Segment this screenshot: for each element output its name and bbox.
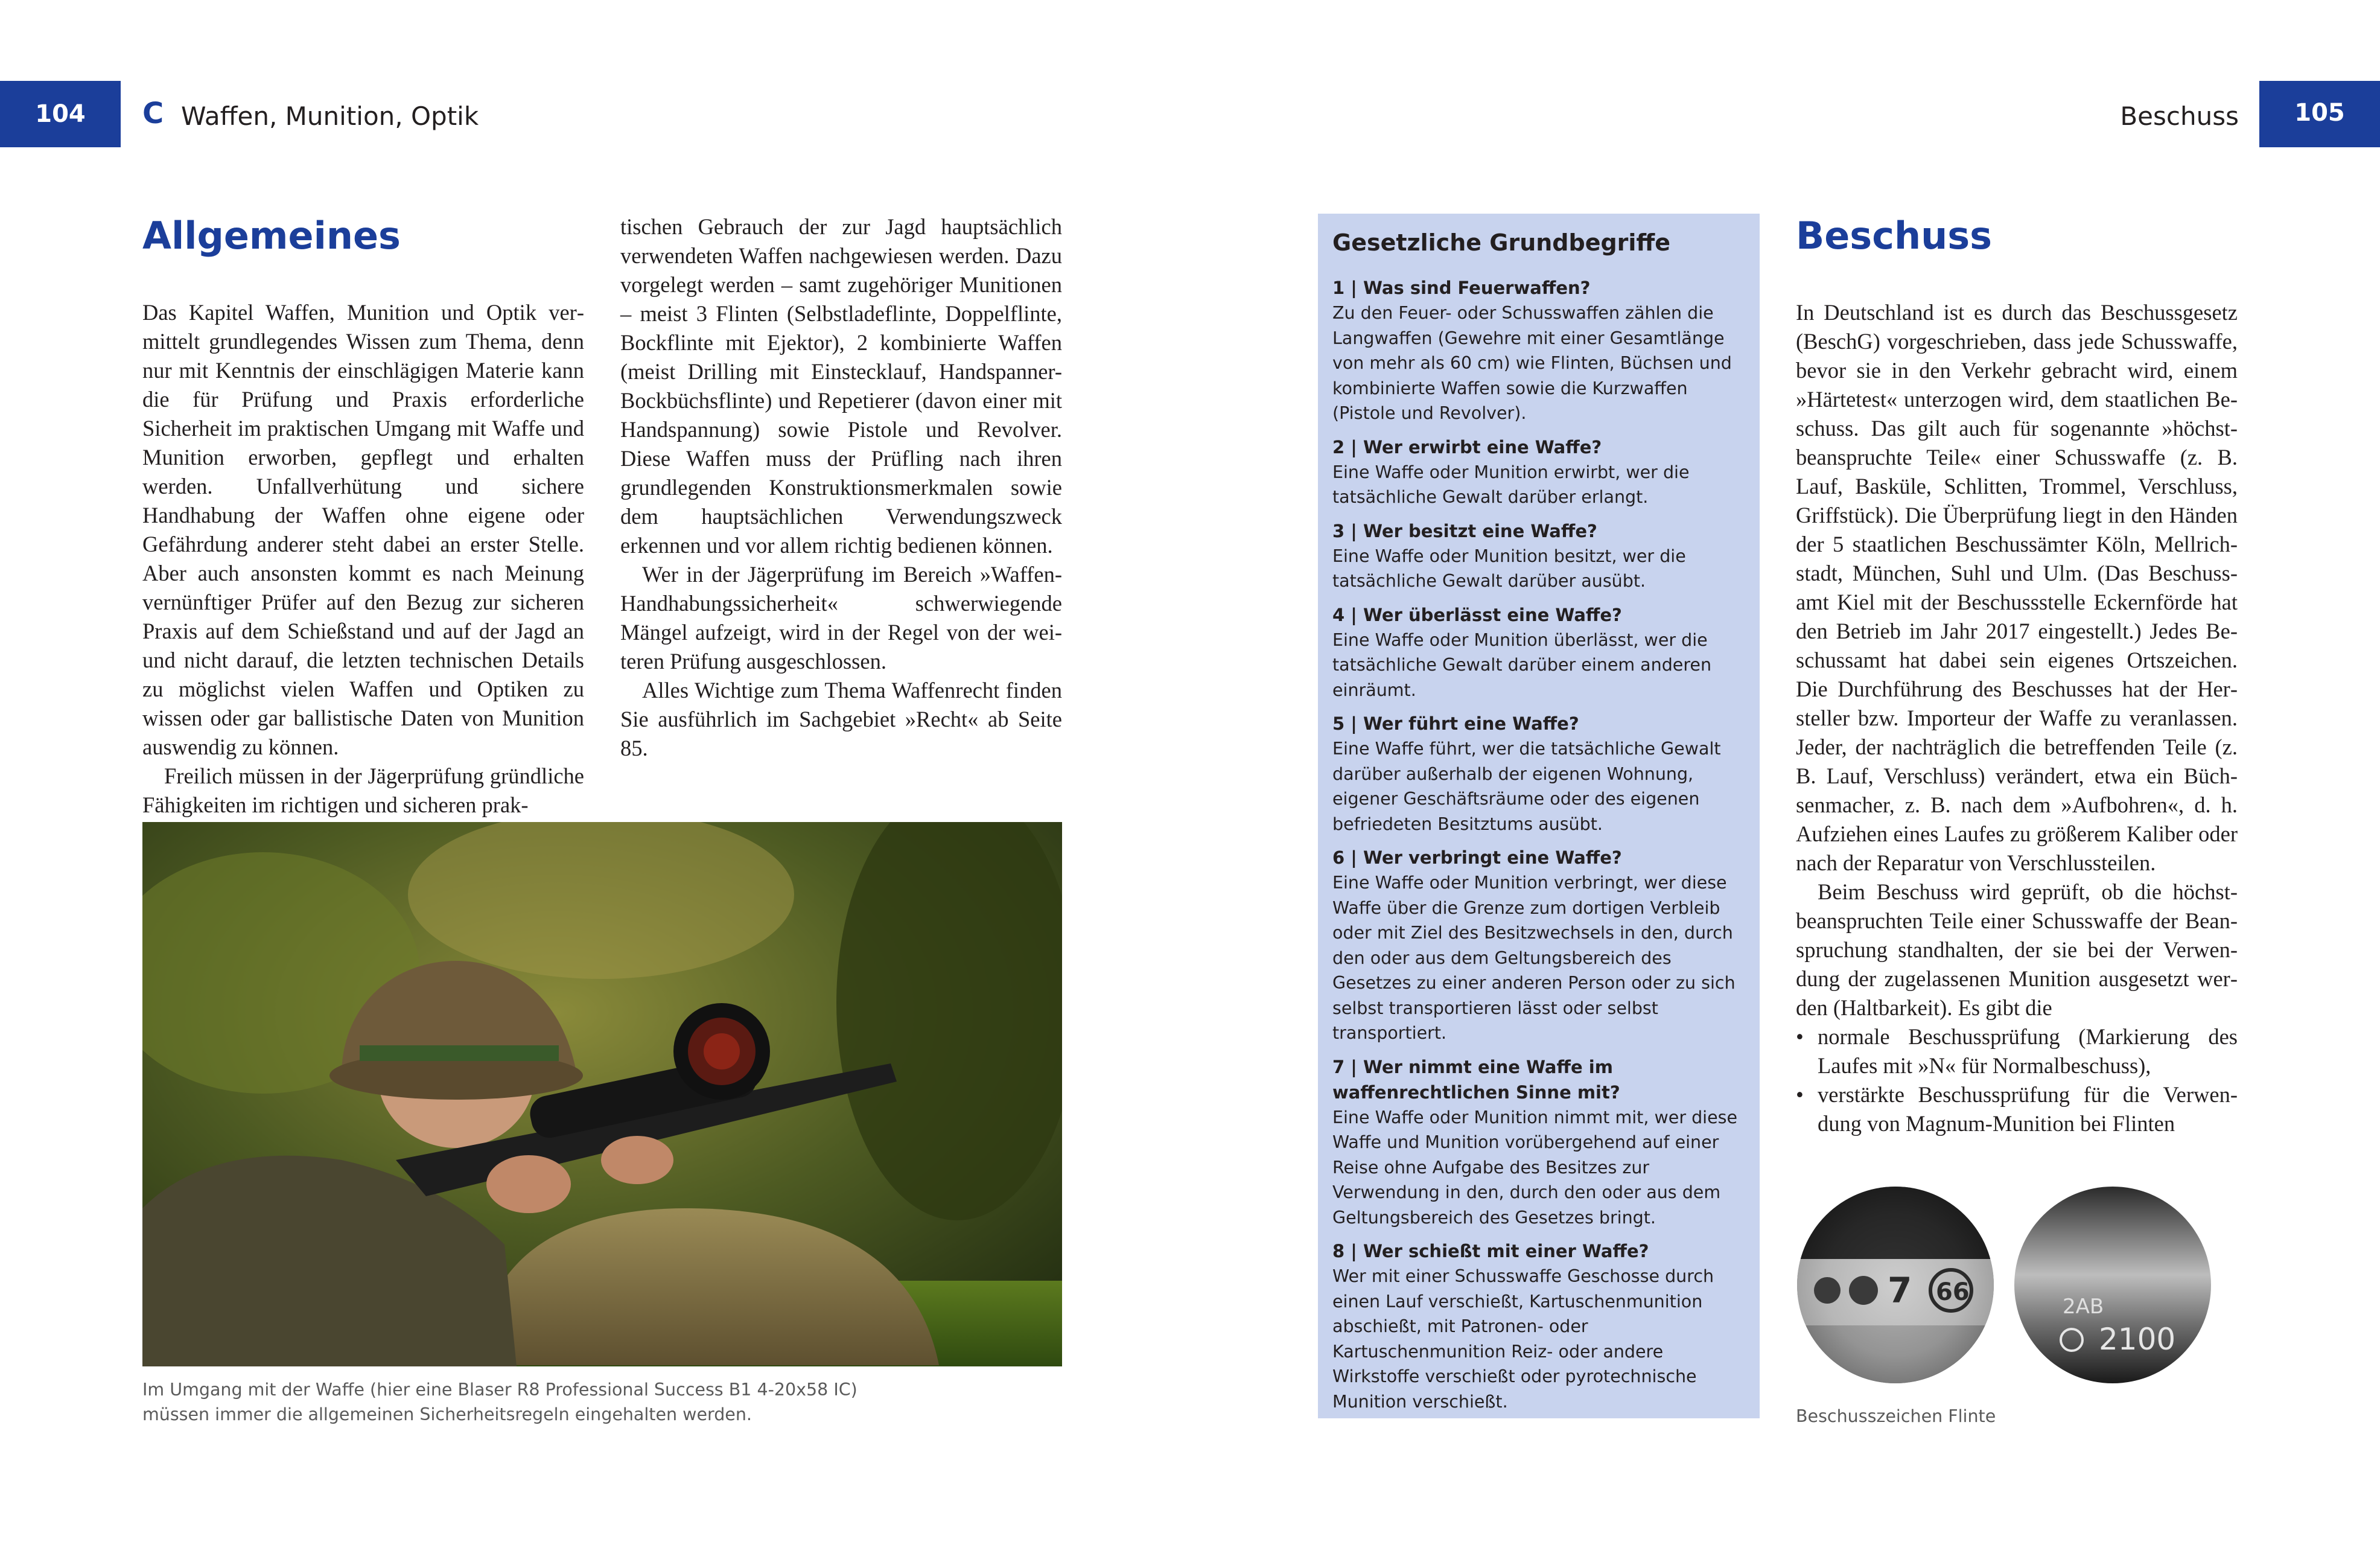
bullet-item: • normale Beschussprüfung (Markierung des Laufes mit »N« für Normalbeschuss), — [1796, 1022, 2238, 1080]
qa-item — [1332, 275, 1749, 426]
qa-item — [1332, 1054, 1749, 1231]
right-column-text — [1796, 298, 2238, 1138]
paragraph: Das Kapitel Waffen, Munition und Optik vermittelt grundlegendes Wissen zum Thema, denn nur mit Kenntnis der einschlägigen Materie kann die für Prüfung und Praxis erforderliche Sicherheit im praktischen Umgang mit Waffe und Munition erworben, gepflegt und erhalten werden. Unfallverhütung und sichere Handhabung der Waffen ohne eigene oder Gefährdung anderer steht dabei an erster Stelle. Aber auch ansonsten kommt es nach Meinung vernünftiger Prüfer auf den Bezug zur sicheren Praxis auf dem Schießstand und auf der Jagd an und nicht darauf, die letzten technischen Details zu möglichst vielen Waffen und Optiken zu wissen oder gar ballistische Daten von Munition auswendig zu können. — [142, 300, 584, 759]
proof-mark-number: 7 — [1888, 1270, 1912, 1311]
running-head-right: Beschuss — [2120, 101, 2239, 131]
section-heading-allgemeines: Allgemeines — [142, 214, 401, 258]
question: 6 | Wer verbringt eine Waffe? — [1332, 847, 1622, 868]
left-column-2 — [620, 212, 1062, 763]
bullet-item: • verstärkte Beschussprüfung für die Verwendung von Magnum-Munition bei Flinten — [1796, 1080, 2238, 1138]
page-number-left: 104 — [35, 100, 86, 128]
answer: Eine Waffe oder Munition überlässt, wer die tatsächliche Gewalt darüber einem anderen einräumt. — [1332, 629, 1712, 700]
answer: Eine Waffe oder Munition nimmt mit, wer diese Waffe und Munition vorübergehend auf einer Reise ohne Aufgabe des Besitzes zur Verwendung in den, durch den oder aus dem Geltungsbereich des Gesetzes bringt. — [1332, 1107, 1738, 1228]
qa-item — [1332, 518, 1749, 594]
bullet-list — [1796, 1022, 2238, 1138]
paragraph: tischen Gebrauch der zur Jagd hauptsächlich verwendeten Waffen nachgewiesen werden. Dazu vorgelegt werden – samt zugehöriger Munitionen – meist 3 Flinten (Selbstladeflinte, Doppelflinte, Bockflinte mit Ejektor), 2 kombinierte Waffen (meist Drilling mit Einstecklauf, Handspanner-Bockbüchsflinte) und Repetierer (davon einer mit Handspannung) sowie Pistole und Revolver. Diese Waffen muss der Prüfling nach ihren grundlegenden Konstruktionsmerkmalen sowie dem hauptsächlichen Verwendungszweck erkennen und vor allem richtig bedienen können. — [620, 214, 1062, 558]
paragraph: Alles Wichtige zum Thema Waffenrecht finden Sie ausführlich im Sachgebiet »Recht« ab Seite 85. — [620, 678, 1062, 760]
qa-item — [1332, 435, 1749, 510]
answer: Eine Waffe oder Munition besitzt, wer die tatsächliche Gewalt darüber ausübt. — [1332, 546, 1686, 591]
answer: Eine Waffe führt, wer die tatsächliche Gewalt darüber außerhalb der eigenen Wohnung, eigener Geschäftsräume oder des eigenen befriedeten Besitztums ausübt. — [1332, 739, 1721, 834]
proof-mark-code: 2AB — [2063, 1295, 2104, 1319]
proof-mark-photo-left — [1797, 1187, 1994, 1383]
caption-line: müssen immer die allgemeinen Sicherheitsregeln eingehalten werden. — [142, 1404, 752, 1424]
chapter-letter: C — [142, 97, 164, 130]
qa-item — [1332, 1238, 1749, 1414]
answer: Wer mit einer Schusswaffe Geschosse durch einen Lauf verschießt, Kartuschenmunition abschießt, mit Patronen- oder Kartuschenmunition Reiz- oder andere Wirkstoffe verschießt oder pyrotechnische Munition verschießt. — [1332, 1266, 1714, 1412]
answer: Eine Waffe oder Munition verbringt, wer diese Waffe über die Grenze zum dortigen Verbleib oder mit Ziel des Besitzwechsels in den, durch den oder aus dem Geltungsbereich des Gesetzes zu einer anderen Person oder zu sich selbst transportieren lässt oder selbst transportiert. — [1332, 873, 1736, 1043]
hunter-rifle-photo — [142, 822, 1062, 1366]
answer: Zu den Feuer- oder Schusswaffen zählen die Langwaffen (Gewehre mit einer Gesamtlänge von mehr als 60 cm) wie Flinten, Büchsen und kombinierte Waffen sowie die Kurzwaffen (Pistole und Revolver). — [1332, 303, 1732, 423]
info-box-body — [1332, 275, 1749, 1423]
caption-line: Im Umgang mit der Waffe (hier eine Blaser R8 Professional Success B1 4-20x58 IC) — [142, 1380, 858, 1400]
paragraph: In Deutschland ist es durch das Beschussgesetz (BeschG) vorgeschrieben, dass jede Schusswaffe, bevor sie in den Verkehr gebracht wird, einem »Härtetest« unterzogen wird, dem staatlichen Beschuss. Das gilt auch für sogenannte »höchstbeanspruchte Teile« einer Schusswaffe (z. B. Lauf, Basküle, Schlitten, Trommel, Verschluss, Griffstück). Die Überprüfung liegt in den Händen der 5 staatlichen Beschussämter Köln, Mellrichstadt, München, Suhl und Ulm. (Das Beschussamt Kiel mit der Beschussstelle Eckernförde hat den Betrieb im Jahr 2017 eingestellt.) Jedes Beschussamt hat dabei sein eigenes Ortszeichen. Die Durchführung des Beschusses hat der Hersteller bzw. Importeur der Waffe zu veranlassen. Jeder, der nachträglich die betreffenden Teile (z. B. Lauf, Verschluss) verändert, etwa ein Büchsenmacher, z. B. nach dem »Aufbohren«, d. h. Aufziehen eines Laufes zu größerem Kaliber oder nach der Reparatur von Verschlussteilen. — [1796, 300, 2238, 875]
question: 2 | Wer erwirbt eine Waffe? — [1332, 436, 1602, 457]
qa-item — [1332, 602, 1749, 703]
proof-mark-serial: 2100 — [2099, 1322, 2176, 1357]
info-box-title: Gesetzliche Grundbegriffe — [1332, 229, 1670, 256]
page-number-right: 105 — [2294, 99, 2345, 127]
qa-item — [1332, 845, 1749, 1046]
answer: Eine Waffe oder Munition erwirbt, wer die tatsächliche Gewalt darüber erlangt. — [1332, 462, 1690, 507]
photo-caption-right: Beschusszeichen Flinte — [1796, 1406, 1996, 1426]
question: 1 | Was sind Feuerwaffen? — [1332, 278, 1591, 298]
page-number-left-box — [0, 81, 121, 147]
paragraph: Wer in der Jägerprüfung im Bereich »Waffen-Handhabungssicherheit« schwerwiegende Mängel aufzeigt, wird in der Regel von der weiteren Prüfung ausgeschlossen. — [620, 562, 1062, 674]
question: 4 | Wer überlässt eine Waffe? — [1332, 604, 1622, 625]
paragraph: Freilich müssen in der Jägerprüfung gründliche Fähigkeiten im richtigen und sicheren prak- — [142, 763, 584, 817]
question: 3 | Wer besitzt eine Waffe? — [1332, 520, 1597, 541]
photo-caption-left — [142, 1377, 858, 1427]
info-box-grundbegriffe — [1318, 214, 1760, 1418]
chapter-title: Waffen, Munition, Optik — [181, 101, 479, 131]
question: 8 | Wer schießt mit einer Waffe? — [1332, 1241, 1649, 1261]
proof-mark-badge: 66 — [1936, 1278, 1970, 1306]
paragraph: Beim Beschuss wird geprüft, ob die höchstbeanspruchten Teile einer Schusswaffe der Beanspruchung standhalten, der sie bei der Verwendung der zugelassenen Munition ausgesetzt werden (Haltbarkeit). Es gibt die — [1796, 879, 2238, 1020]
left-column-1 — [142, 298, 584, 820]
question: 7 | Wer nimmt eine Waffe im waffenrechtlichen Sinne mit? — [1332, 1056, 1620, 1103]
question: 5 | Wer führt eine Waffe? — [1332, 713, 1579, 734]
page-number-right-box — [2259, 81, 2380, 147]
proof-mark-photo-right — [2014, 1187, 2211, 1383]
qa-item — [1332, 711, 1749, 837]
section-heading-beschuss: Beschuss — [1796, 214, 1993, 258]
